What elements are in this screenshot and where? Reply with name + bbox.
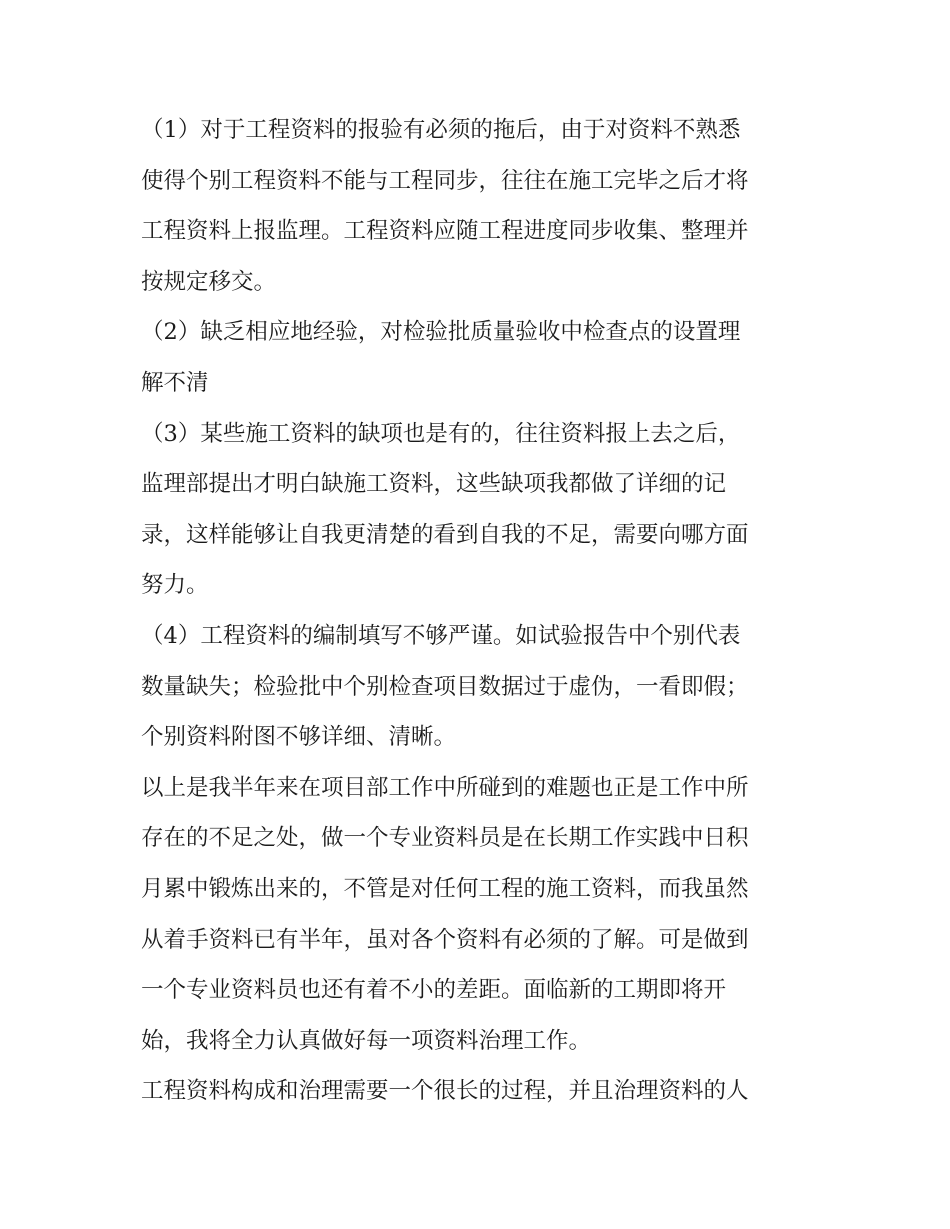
text-line: 按规定移交。 [141, 268, 277, 295]
text-line: 从着手资料已有半年，虽对各个资料有必须的了解。可是做到 [141, 926, 749, 953]
text-line: （3）某些施工资料的缺项也是有的，往往资料报上去之后， [141, 420, 741, 447]
text-line: 数量缺失；检验批中个别检查项目数据过于虚伪，一看即假； [141, 673, 749, 700]
text-line: 存在的不足之处，做一个专业资料员是在长期工作实践中日积 [141, 825, 749, 852]
text-line: 一个专业资料员也还有着不小的差距。面临新的工期即将开 [141, 977, 727, 1004]
text-line: （2）缺乏相应地经验，对检验批质量验收中检查点的设置理 [141, 319, 741, 346]
text-line: 工程资料上报监理。工程资料应随工程进度同步收集、整理并 [141, 218, 749, 245]
text-line: （1）对于工程资料的报验有必须的拖后，由于对资料不熟悉 [141, 117, 741, 143]
text-line: 解不清 [141, 369, 209, 396]
text-line: 个别资料附图不够详细、清晰。 [141, 724, 457, 751]
text-line: 工程资料构成和治理需要一个很长的过程，并且治理资料的人 [141, 1078, 749, 1105]
text-line: 以上是我半年来在项目部工作中所碰到的难题也正是工作中所 [141, 774, 749, 801]
document-body [141, 105, 813, 1117]
text-line: 监理部提出才明白缺施工资料，这些缺项我都做了详细的记 [141, 471, 727, 498]
text-line: 录，这样能够让自我更清楚的看到自我的不足，需要向哪方面 [141, 521, 749, 548]
text-line: 努力。 [141, 572, 209, 599]
text-line: 月累中锻炼出来的，不管是对任何工程的施工资料，而我虽然 [141, 875, 749, 902]
text-line: 始，我将全力认真做好每一项资料治理工作。 [141, 1027, 592, 1054]
text-line: 使得个别工程资料不能与工程同步，往往在施工完毕之后才将 [141, 167, 749, 194]
text-line: （4）工程资料的编制填写不够严谨。如试验报告中个别代表 [141, 622, 741, 649]
